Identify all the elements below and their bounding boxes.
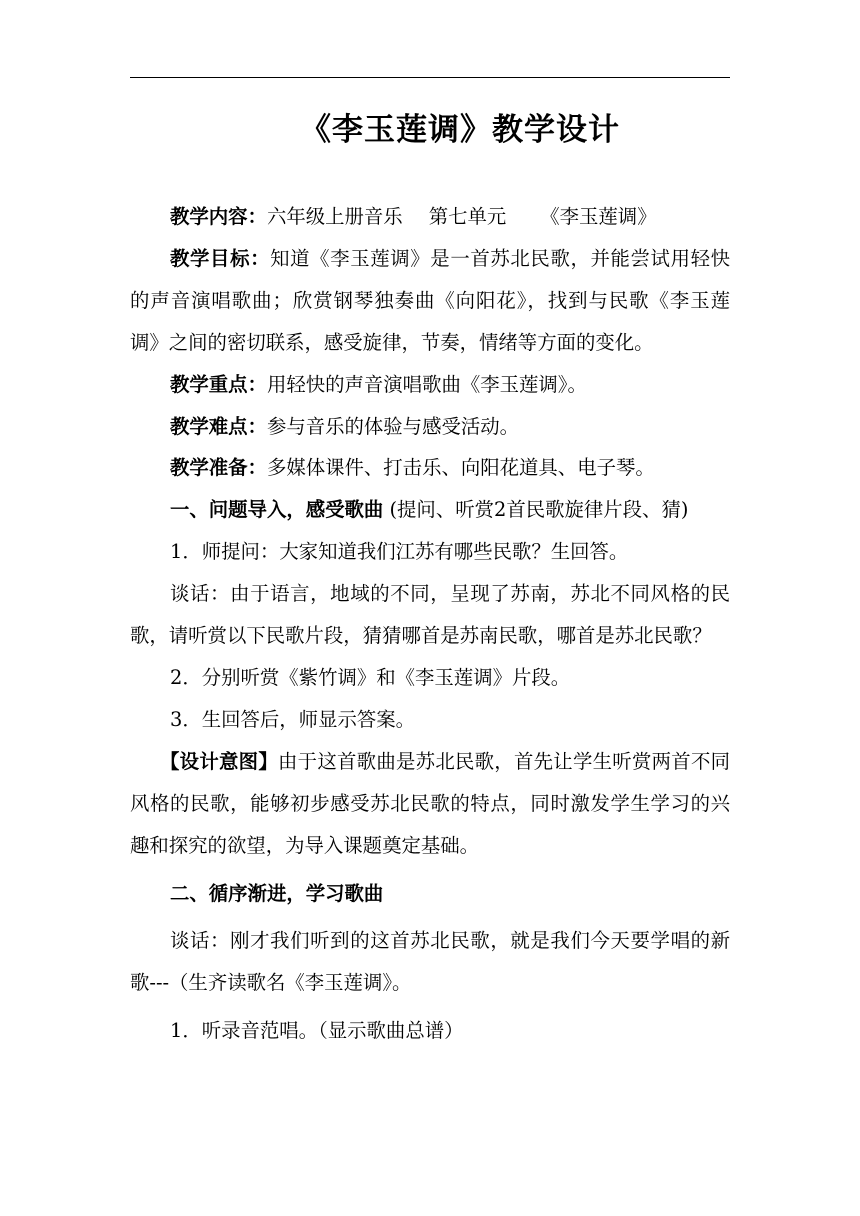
teaching-content-unit: 第七单元 <box>428 205 507 228</box>
teaching-content-song: 《李玉莲调》 <box>540 205 657 228</box>
teaching-difficulty-text: 参与音乐的体验与感受活动。 <box>266 414 520 438</box>
teaching-difficulty <box>130 406 730 448</box>
header-rule <box>130 77 730 78</box>
teaching-goal <box>130 238 730 364</box>
section2-talk: 谈话：刚才我们听到的这首苏北民歌，就是我们今天要学唱的新歌---（生齐读歌名《李玉莲调》。 <box>130 929 730 995</box>
section1-note: (提问、听赏2首民歌旋律片段、猜) <box>389 498 689 522</box>
section1-heading: 一、问题导入，感受歌曲 <box>170 498 384 522</box>
teaching-key-point <box>130 364 730 406</box>
teaching-difficulty-label: 教学难点： <box>170 414 267 438</box>
section2-step1: 1．听录音范唱。（显示歌曲总谱） <box>170 1019 464 1043</box>
design-intent-text: 由于这首歌曲是苏北民歌，首先让学生听赏两首不同风格的民歌，能够初步感受苏北民歌的特点，同时激发学生学习的兴趣和探究的欲望，为导入课题奠定基础。 <box>130 749 731 857</box>
section2-heading-line <box>130 873 730 915</box>
teaching-key-point-text: 用轻快的声音演唱歌曲《李玉莲调》。 <box>266 372 587 396</box>
section1-talk: 谈话：由于语言，地域的不同，呈现了苏南，苏北不同风格的民歌，请听赏以下民歌片段，猜猜哪首是苏南民歌，哪首是苏北民歌？ <box>130 582 730 648</box>
teaching-content-label: 教学内容： <box>170 205 267 228</box>
design-intent-label: 【设计意图】 <box>160 749 278 773</box>
teaching-preparation <box>130 447 730 489</box>
section1-step1: 1．师提问：大家知道我们江苏有哪些民歌？生回答。 <box>170 540 629 564</box>
teaching-preparation-label: 教学准备： <box>170 456 267 480</box>
document-body <box>130 196 730 1052</box>
document-title: 《李玉莲调》教学设计 <box>300 112 620 148</box>
section2-heading: 二、循序渐进，学习歌曲 <box>170 881 384 905</box>
section1-heading-line <box>130 489 730 531</box>
section1-step2: 2．分别听赏《紫竹调》和《李玉莲调》片段。 <box>170 665 571 689</box>
design-intent <box>130 741 730 867</box>
teaching-content <box>130 196 730 238</box>
teaching-preparation-text: 多媒体课件、打击乐、向阳花道具、电子琴。 <box>266 456 655 480</box>
teaching-key-point-label: 教学重点： <box>170 372 267 396</box>
teaching-goal-label: 教学目标： <box>170 246 271 270</box>
teaching-goal-text: 知道《李玉莲调》是一首苏北民歌，并能尝试用轻快的声音演唱歌曲；欣赏钢琴独奏曲《向阳花》，找到与民歌《李玉莲调》之间的密切联系，感受旋律，节奏，情绪等方面的变化。 <box>130 246 731 354</box>
teaching-content-grade: 六年级上册音乐 <box>266 205 403 228</box>
section1-step3: 3．生回答后，师显示答案。 <box>170 707 416 731</box>
